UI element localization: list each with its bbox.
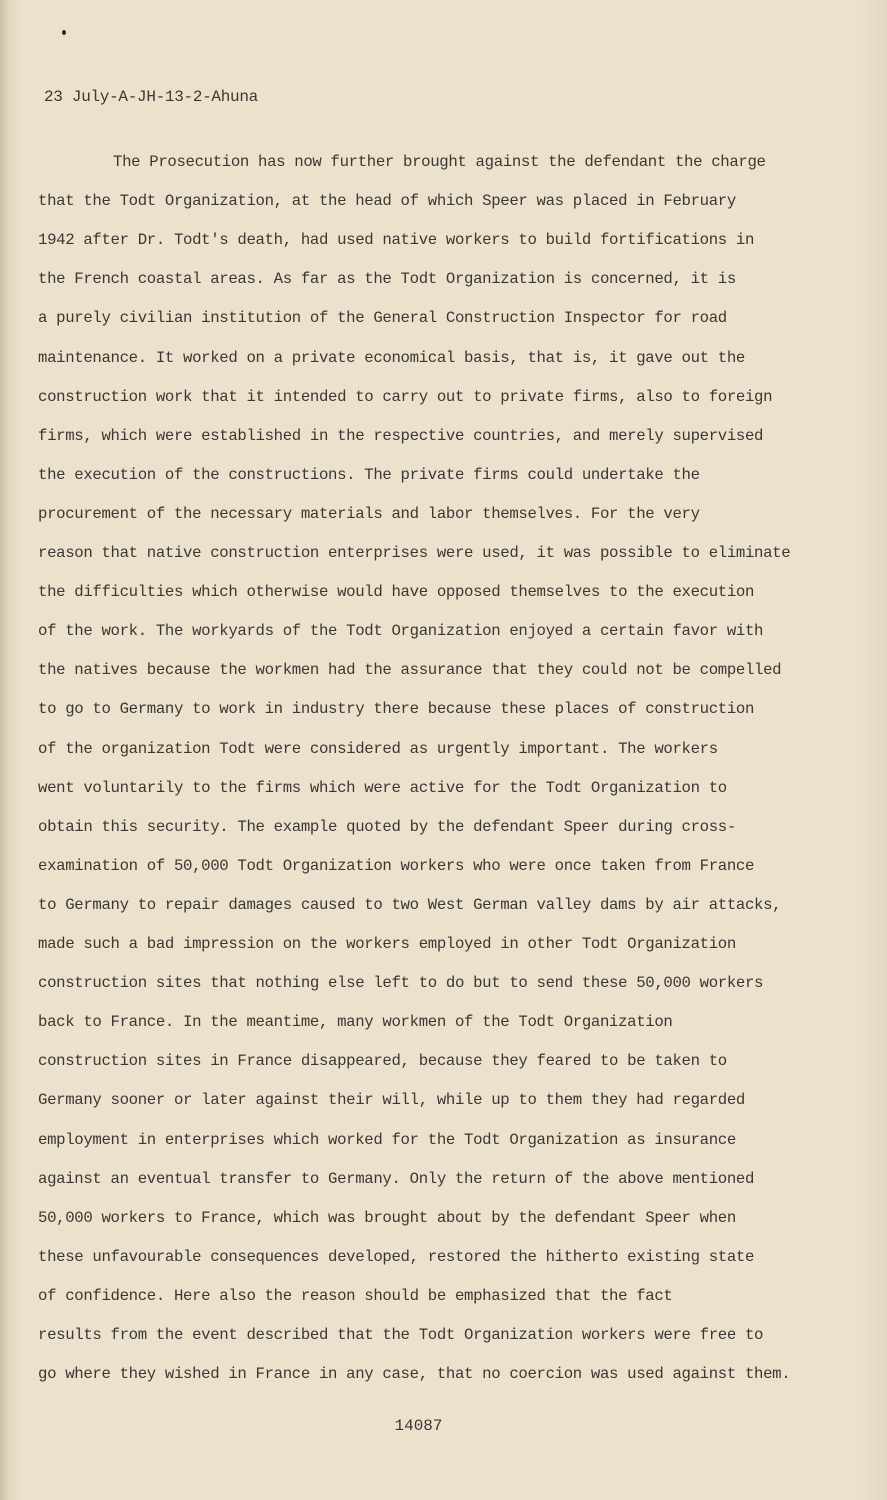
ink-speck bbox=[62, 30, 66, 35]
text-line: that the Todt Organization, at the head of which Speer was placed in February bbox=[38, 192, 736, 211]
text-line: examination of 50,000 Todt Organization workers who were once taken from France bbox=[38, 856, 755, 875]
text-line: these unfavourable consequences developed, restored the hitherto existing state bbox=[38, 1247, 755, 1266]
text-line: the execution of the constructions. The private firms could undertake the bbox=[38, 465, 700, 484]
page-number: 14087 bbox=[394, 1417, 443, 1435]
text-line: went voluntarily to the firms which were active for the Todt Organization to bbox=[38, 778, 727, 797]
text-line: the difficulties which otherwise would have opposed themselves to the execution bbox=[38, 583, 755, 602]
text-line: to Germany to repair damages caused to two West German valley dams by air attacks, bbox=[38, 895, 782, 914]
text-line: The Prosecution has now further brought against the defendant the charge bbox=[113, 153, 766, 171]
text-line: construction sites that nothing else left to do but to send these 50,000 workers bbox=[38, 974, 764, 993]
text-line: employment in enterprises which worked for the Todt Organization as insurance bbox=[38, 1130, 736, 1149]
text-line: the natives because the workmen had the assurance that they could not be compelled bbox=[38, 661, 782, 680]
text-line: 1942 after Dr. Todt's death, had used native workers to build fortifications in bbox=[38, 231, 755, 250]
text-line: of confidence. Here also the reason should be emphasized that the fact bbox=[38, 1286, 673, 1305]
text-line: maintenance. It worked on a private economical basis, that is, it gave out the bbox=[38, 348, 745, 367]
text-line: 50,000 workers to France, which was brought about by the defendant Speer when bbox=[38, 1208, 736, 1227]
text-line: obtain this security. The example quoted by the defendant Speer during cross- bbox=[38, 817, 736, 836]
text-line: procurement of the necessary materials and labor themselves. For the very bbox=[38, 504, 700, 523]
text-line: construction work that it intended to carry out to private firms, also to foreign bbox=[38, 387, 773, 406]
text-line: of the organization Todt were considered as urgently important. The workers bbox=[38, 739, 718, 758]
text-line: against an eventual transfer to Germany. Only the return of the above mentioned bbox=[38, 1169, 755, 1188]
text-line: back to France. In the meantime, many workmen of the Todt Organization bbox=[38, 1013, 673, 1032]
text-line: reason that native construction enterprises were used, it was possible to eliminate bbox=[38, 544, 791, 562]
text-line: Germany sooner or later against their will, while up to them they had regarded bbox=[38, 1091, 745, 1110]
text-line: a purely civilian institution of the General Construction Inspector for road bbox=[38, 309, 727, 328]
text-line: of the work. The workyards of the Todt Organization enjoyed a certain favor with bbox=[38, 622, 764, 641]
document-header: 23 July-A-JH-13-2-Ahuna bbox=[44, 88, 258, 106]
text-line: results from the event described that the Todt Organization workers were free to bbox=[38, 1326, 764, 1344]
text-line: made such a bad impression on the workers employed in other Todt Organization bbox=[38, 935, 736, 953]
text-line: firms, which were established in the respective countries, and merely supervised bbox=[38, 426, 764, 445]
text-line: go where they wished in France in any case, that no coercion was used against them. bbox=[38, 1365, 791, 1384]
text-line: construction sites in France disappeared, because they feared to be taken to bbox=[38, 1052, 727, 1071]
text-line: the French coastal areas. As far as the Todt Organization is concerned, it is bbox=[38, 270, 736, 289]
text-line: to go to Germany to work in industry there because these places of construction bbox=[38, 700, 755, 719]
